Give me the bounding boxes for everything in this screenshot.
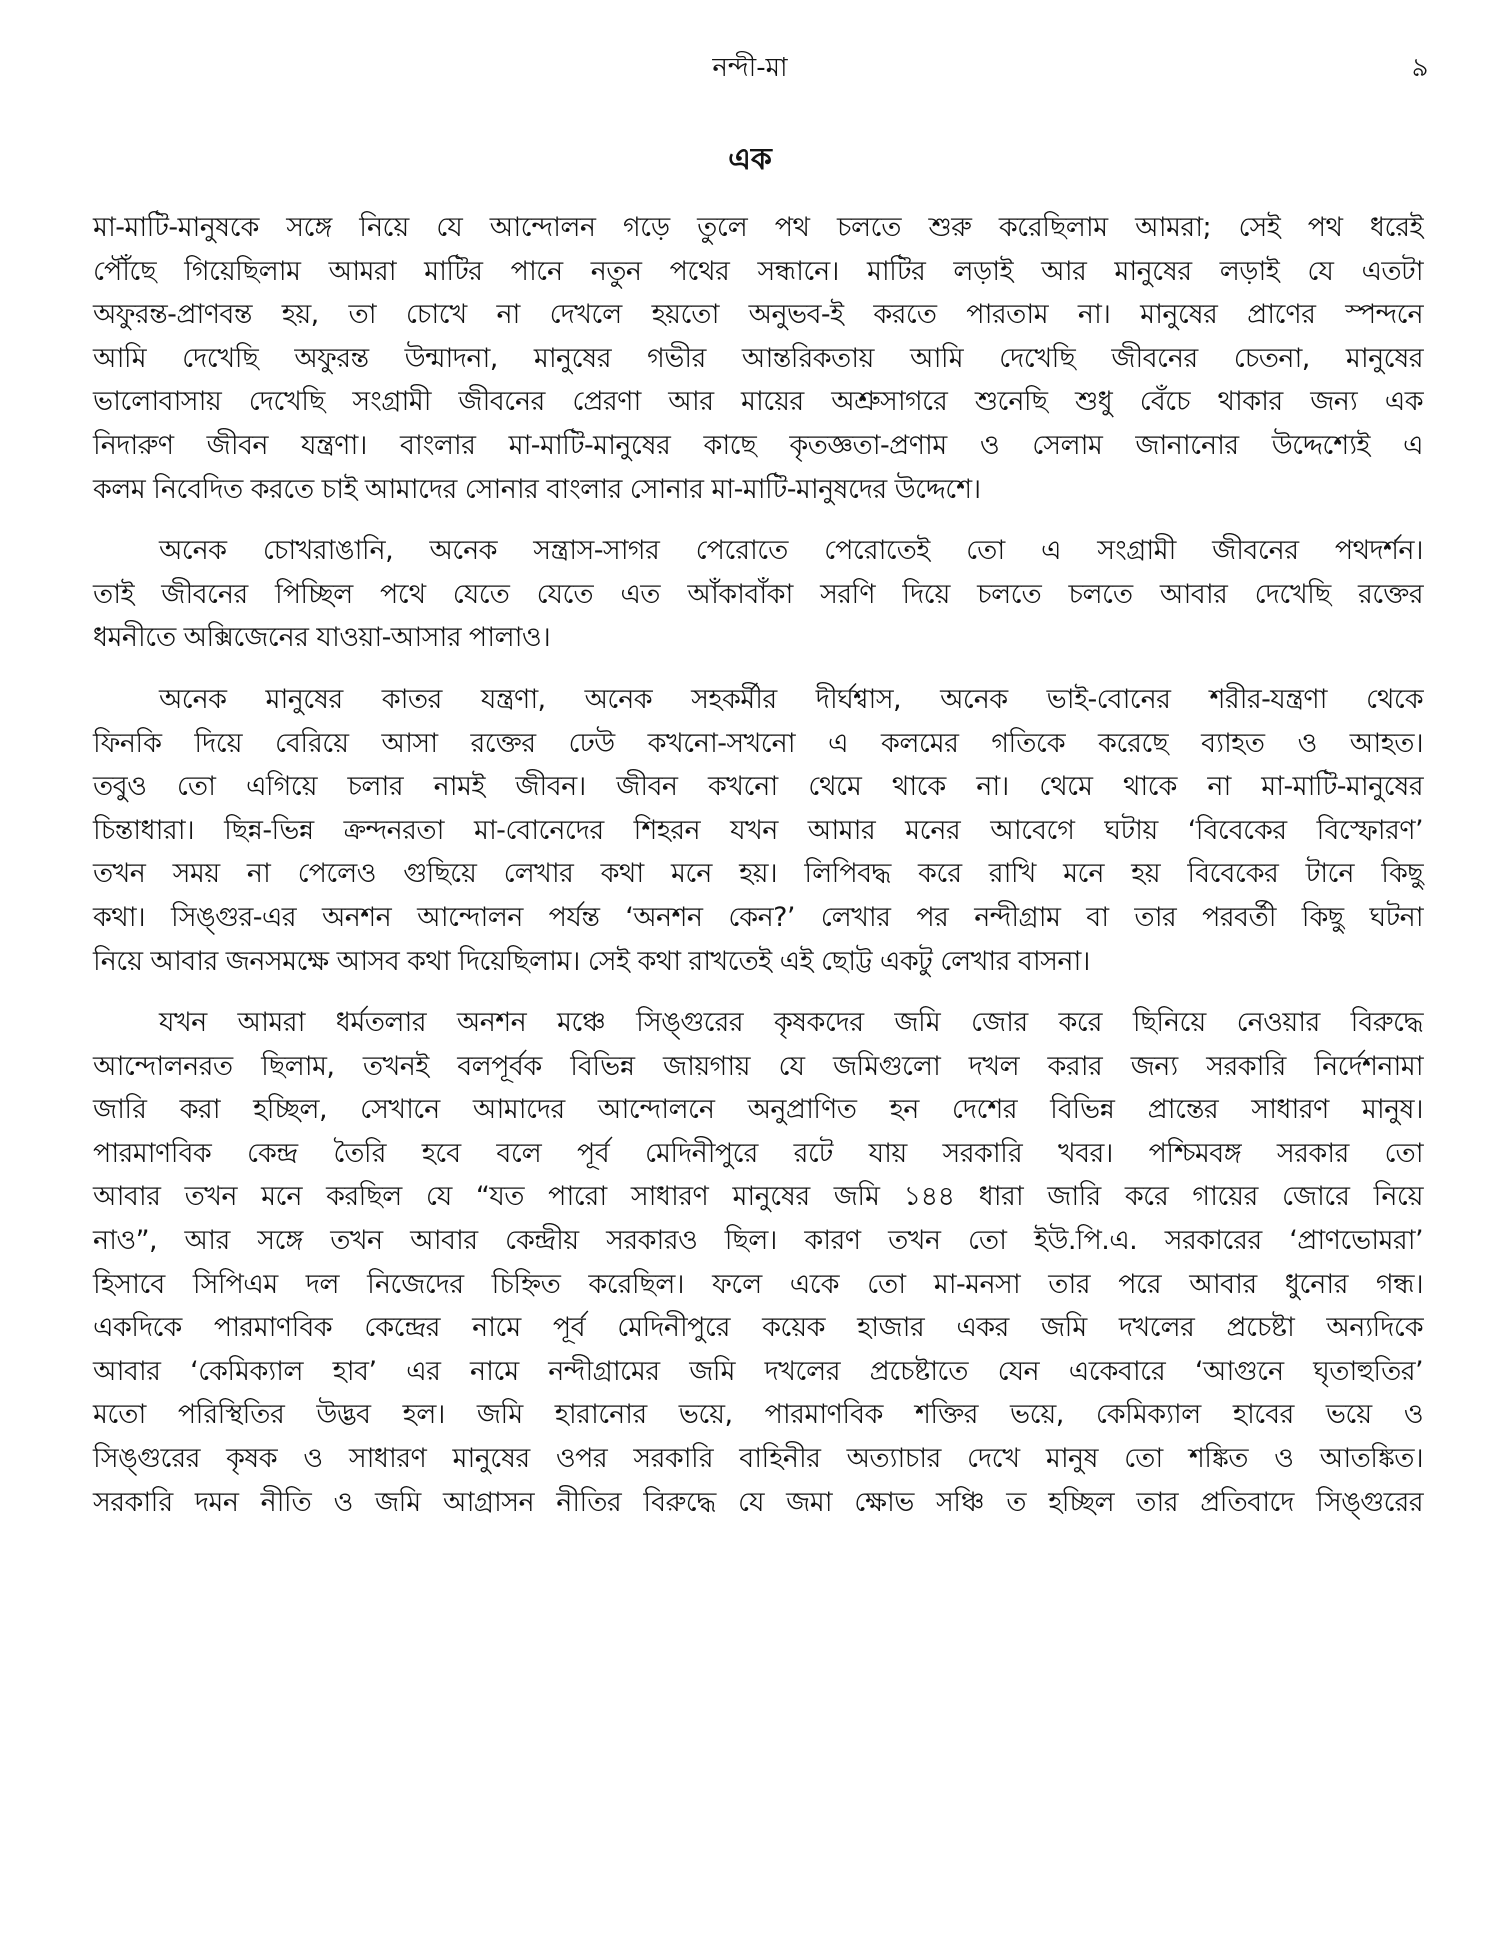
paragraph [93,206,1423,511]
text-line: সিঙ্গুরের কৃষক ও সাধারণ মানুষের ওপর সরকারি বাহিনীর অত্যাচার দেখে মানুষ তো শঙ্কিত ও আতঙ্কিত। [93,1443,1423,1475]
text-line: ধমনীতে অক্সিজেনের যাওয়া-আসার পালাও। [93,622,551,654]
text-line: নিয়ে আবার জনসমক্ষে আসব কথা দিয়েছিলাম। সেই কথা রাখতেই এই ছোট্ট একটু লেখার বাসনা। [93,945,1090,977]
text-line: মতো পরিস্থিতির উদ্ভব হল। জমি হারানোর ভয়ে, পারমাণবিক শক্তির ভয়ে, কেমিক্যাল হাবের ভয়ে ও [93,1399,1423,1431]
text-line: আবার তখন মনে করছিল যে “যত পারো সাধারণ মানুষের জমি ১৪৪ ধারা জারি করে গায়ের জোরে নিয়ে [93,1181,1423,1213]
text-line: অনেক মানুষের কাতর যন্ত্রণা, অনেক সহকর্মীর দীর্ঘশ্বাস, অনেক ভাই-বোনের শরীর-যন্ত্রণা থেকে [159,683,1423,715]
paragraph-gap [93,660,1423,678]
text-line: যখন আমরা ধর্মতলার অনশন মঞ্চে সিঙ্গুরের কৃষকদের জমি জোর করে ছিনিয়ে নেওয়ার বিরুদ্ধে [159,1007,1423,1039]
text-line: চিন্তাধারা। ছিন্ন-ভিন্ন ক্রন্দনরতা মা-বোনেদের শিহরন যখন আমার মনের আবেগে ঘটায় ‘বিবেকের বিস্ফোরণ’ [93,814,1423,846]
text-line: কথা। সিঙ্গুর-এর অনশন আন্দোলন পর্যন্ত ‘অনশন কেন?’ লেখার পর নন্দীগ্রাম বা তার পরবর্তী কিছু ঘটনা [93,901,1423,933]
paragraph-gap [93,511,1423,529]
text-line: সরকারি দমন নীতি ও জমি আগ্রাসন নীতির বিরুদ্ধে যে জমা ক্ষোভ সঞ্চি ত হচ্ছিল তার প্রতিবাদে সিঙ্গুরের [93,1486,1423,1518]
text-line: মা-মাটি-মানুষকে সঙ্গে নিয়ে যে আন্দোলন গড়ে তুলে পথ চলতে শুরু করেছিলাম আমরা; সেই পথ ধরেই [93,212,1423,243]
paragraph [93,1001,1423,1524]
paragraph [93,678,1423,983]
text-line: অনেক চোখরাঙানি, অনেক সন্ত্রাস-সাগর পেরোতে পেরোতেই তো এ সংগ্রামী জীবনের পথদর্শন। [159,535,1423,567]
text-line: কলম নিবেদিত করতে চাই আমাদের সোনার বাংলার সোনার মা-মাটি-মানুষদের উদ্দেশে। [93,473,981,505]
text-line: ভালোবাসায় দেখেছি সংগ্রামী জীবনের প্রেরণা আর মায়ের অশ্রুসাগরে শুনেছি শুধু বেঁচে থাকার জন্য এক [93,386,1423,418]
text-line: তাই জীবনের পিচ্ছিল পথে যেতে যেতে এত আঁকাবাঁকা সরণি দিয়ে চলতে চলতে আবার দেখেছি রক্তের [93,578,1423,610]
page-number: ৯ [1411,53,1429,83]
text-line: নিদারুণ জীবন যন্ত্রণা। বাংলার মা-মাটি-মানুষের কাছে কৃতজ্ঞতা-প্রণাম ও সেলাম জানানোর উদ্দেশ্যেই এ [93,429,1423,461]
text-line: হিসাবে সিপিএম দল নিজেদের চিহ্নিত করেছিল। ফলে একে তো মা-মনসা তার পরে আবার ধুনোর গন্ধ। [93,1268,1423,1300]
text-line: তখন সময় না পেলেও গুছিয়ে লেখার কথা মনে হয়। লিপিবদ্ধ করে রাখি মনে হয় বিবেকের টানে কিছু [93,858,1423,890]
text-line: ফিনকি দিয়ে বেরিয়ে আসা রক্তের ঢেউ কখনো-সখনো এ কলমের গতিকে করেছে ব্যাহত ও আহত। [93,727,1423,759]
paragraph [93,529,1423,660]
text-line: পৌঁছে গিয়েছিলাম আমরা মাটির পানে নতুন পথের সন্ধানে। মাটির লড়াই আর মানুষের লড়াই যে এতটা [93,255,1423,287]
text-line: আবার ‘কেমিক্যাল হাব’ এর নামে নন্দীগ্রামের জমি দখলের প্রচেষ্টাতে যেন একেবারে ‘আগুনে ঘৃতাহুতির’ [93,1355,1423,1387]
chapter-title: এক [728,142,772,177]
paragraph-gap [93,983,1423,1001]
running-title: নন্দী-মা [712,53,788,83]
text-line: জারি করা হচ্ছিল, সেখানে আমাদের আন্দোলনে অনুপ্রাণিত হন দেশের বিভিন্ন প্রান্তের সাধারণ মানুষ। [93,1094,1423,1126]
text-line: পারমাণবিক কেন্দ্র তৈরি হবে বলে পূর্ব মেদিনীপুরে রটে যায় সরকারি খবর। পশ্চিমবঙ্গ সরকার তো [93,1137,1423,1169]
text-line: একদিকে পারমাণবিক কেন্দ্রের নামে পূর্ব মেদিনীপুরে কয়েক হাজার একর জমি দখলের প্রচেষ্টা অন্যদিকে [93,1312,1423,1344]
text-line: নাও”, আর সঙ্গে তখন আবার কেন্দ্রীয় সরকারও ছিল। কারণ তখন তো ইউ.পি.এ. সরকারের ‘প্রাণভোমরা’ [93,1225,1423,1257]
body-text [93,206,1423,1524]
text-line: আন্দোলনরত ছিলাম, তখনই বলপূর্বক বিভিন্ন জায়গায় যে জমিগুলো দখল করার জন্য সরকারি নির্দেশনামা [93,1050,1423,1082]
text-line: অফুরন্ত-প্রাণবন্ত হয়, তা চোখে না দেখলে হয়তো অনুভব-ই করতে পারতাম না। মানুষের প্রাণের স্পন্দনে [93,299,1423,331]
text-line: আমি দেখেছি অফুরন্ত উন্মাদনা, মানুষের গভীর আন্তরিকতায় আমি দেখেছি জীবনের চেতনা, মানুষের [93,342,1423,374]
text-line: তবুও তো এগিয়ে চলার নামই জীবন। জীবন কখনো থেমে থাকে না। থেমে থাকে না মা-মাটি-মানুষের [93,771,1423,803]
